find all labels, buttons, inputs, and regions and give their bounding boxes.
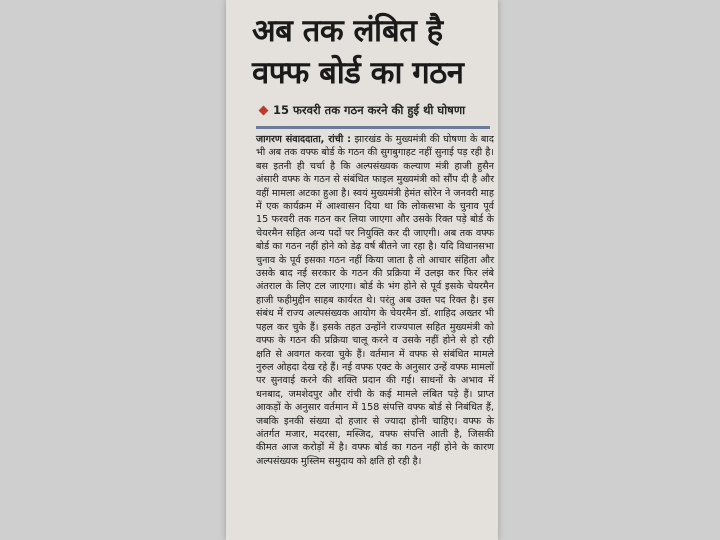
bullet-diamond-icon [259, 105, 269, 115]
subheadline-text: 15 फरवरी तक गठन करने की हुई थी घोषणा [273, 103, 466, 117]
headline [226, 0, 498, 94]
divider-rule [256, 126, 490, 129]
headline-line-1: अब तक लंबित है [252, 13, 443, 49]
paragraph-text: झारखंड के मुख्यमंत्री की घोषणा के बाद भी अब तक वफ्फ बोर्ड के गठन की सुगबुगाहट नहीं सुनाई पड़ रही है। बस इतनी ही चर्चा है कि अल्पसंख्यक कल्याण मंत्री हाजी हुसैन अंसारी वफ्फ के गठन से संबंधित फाइल मुख्यमंत्री को सौंप दी है और वहीं मामला अटका हुआ है। स्वयं मुख्यमंत्री हेमंत सोरेन ने जनवरी माह में एक कार्यक्रम में आश्वासन दिया था कि लोकसभा के चुनाव पूर्व 15 फरवरी तक गठन कर लिया जाएगा और उसके रिक्त पड़े बोर्ड के चेयरमैन सहित अन्य पदों पर नियुक्ति कर दी जाएगी। अब तक वफ्फ बोर्ड का गठन नहीं होने को डेढ़ वर्ष बीतने जा रहा है। यदि विधानसभा चुनाव के पूर्व इसका गठन नहीं किया जाता है तो आचार संहिता और उसके बाद नई सरकार के गठन की प्रक्रिया में उलझ कर फिर लंबे अंतराल के लिए टल जाएगा। बोर्ड के भंग होने से पूर्व इसके चेयरमैन हाजी फहीमुद्दीन साहब कार्यरत थे। परंतु अब उक्त पद रिक्त है। इस संबंध में राज्य अल्पसंख्यक आयोग के चेयरमैन डॉ. शाहिद अख्तर भी पहल कर चुके हैं। इसके तहत उन्होंने राज्यपाल सहित मुख्यमंत्री को वफ्फ के गठन की प्रक्रिया चालू करने व उसके नहीं होने से हो रही क्षति से अवगत करवा चुके हैं। वर्तमान में वफ्फ से संबंधित मामले नुरुल ओहदा देख रहे हैं। नई वफ्फ एक्ट के अनुसार उन्हें वफ्फ मामलों पर सुनवाई करने की शक्ति प्रदान की गई। साधनों के अभाव में धनबाद, जमशेदपुर और रांची के कई मामले लंबित पड़े हैं। प्राप्त आकड़ों के अनुसार वर्तमान में 158 संपत्ति वफ्फ बोर्ड से निबंधित हैं, जबकि इनकी संख्या दो हजार से ज्यादा होनी चाहिए। वफ्फ के अंतर्गत मजार, मदरसा, मस्जिद, वफ्फ संपत्ति आती है, जिसकी कीमत आज करोड़ों में है। वफ्फ बोर्ड का गठन नहीं होने के कारण अल्पसंख्यक मुस्लिम समुदाय को क्षति हो रही है। [256, 134, 494, 467]
headline-line-2: वफ्फ बोर्ड का गठन [252, 55, 464, 91]
article-body [256, 133, 494, 468]
subheadline [260, 102, 492, 118]
newspaper-clipping [226, 0, 498, 540]
article-paragraph [256, 133, 494, 468]
dateline: जागरण संवाददाता, रांची : [256, 134, 351, 145]
